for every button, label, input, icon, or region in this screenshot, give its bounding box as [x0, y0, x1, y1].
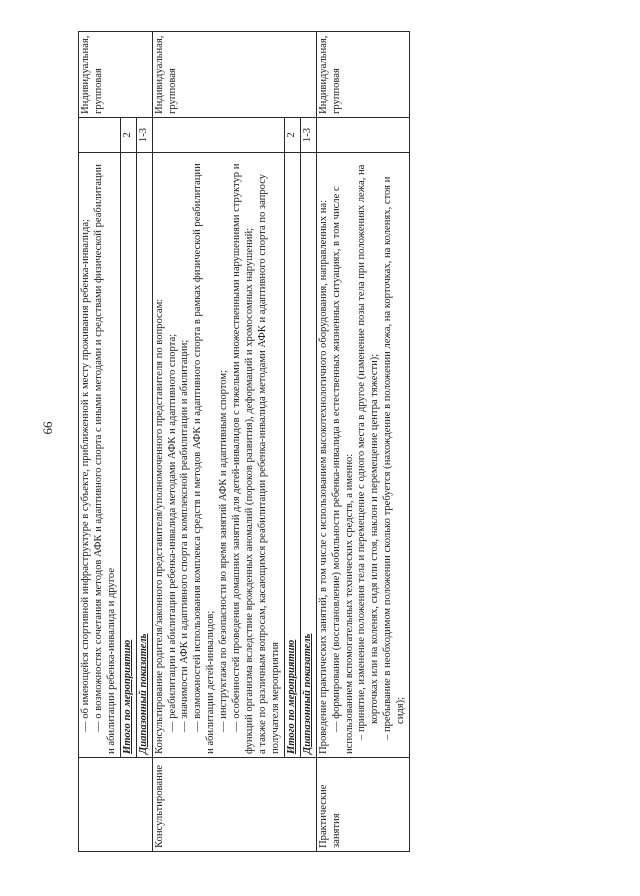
range-label: Диапазонный показатель	[136, 153, 152, 758]
row-label	[79, 758, 153, 852]
row-form: Индивидуальная, групповая	[152, 32, 316, 118]
list-item: — реабилитации и абилитации ребенка-инвалида методами АФК и адаптивного спорта;	[166, 333, 178, 732]
list-item: — инструктажа по безопасности во время занятий АФК и адаптивным спортом;	[218, 369, 230, 732]
list-item: — возможностей использования комплекса средств и методов АФК и адаптивного спорта в рамках физической реабилитации и абилитации детей-инвалидов;	[192, 163, 217, 754]
list-item: — об имеющейся спортивной инфраструктуре в субъекте, приближенной к месту проживания ребенка-инвалида;	[80, 219, 91, 732]
list-item: а также по различным вопросам, касающимся реабилитации ребенка-инвалида методами АФК и адаптивного спорта по запросу получателя мероприятия	[256, 173, 281, 754]
table-row	[284, 32, 300, 852]
table-row	[136, 32, 152, 852]
list-item: — особенностей проведения домашних занятий для детей-инвалидов с тяжелыми множественными нарушениями структур и функций организма вследствие врожденных аномалий (пороков развития), деформаций и хромосомных нарушений;	[231, 163, 256, 754]
itogo-value: 2	[284, 118, 300, 153]
table-row	[79, 32, 121, 852]
table-row	[120, 32, 136, 852]
list-item: — формирование (восстановление) мобильности ребенка-инвалида в естественных жизненных ситуациях, в том числе с использованием вспомогательных технических средств, а именно:	[330, 186, 355, 754]
table-row	[152, 32, 284, 852]
row-label: Практические занятия	[316, 758, 409, 852]
row-value	[152, 118, 284, 153]
row-value	[79, 118, 121, 153]
list-item: – принятие, изменение положения тела и перемещение с одного места в другое (изменение позы тела при положениях лежа, на корточках или на коленях, сидя или стоя, наклон и перемещение центра тяжести);	[356, 164, 381, 740]
itogo-label: Итого по мероприятию	[120, 153, 136, 758]
row-value	[316, 118, 409, 153]
list-item: – пребывание в необходимом положении сколько требуется (нахождение в положении лежа, на корточках, на коленях, стоя и сидя);	[382, 176, 407, 740]
range-value: 1-3	[136, 118, 152, 153]
range-label: Диапазонный показатель	[300, 153, 316, 758]
row-form: Индивидуальная, групповая	[316, 32, 409, 118]
rehab-table	[78, 31, 410, 852]
itogo-label: Итого по мероприятию	[284, 153, 300, 758]
row-content	[316, 153, 409, 758]
row-label: Консультирование	[152, 758, 316, 852]
row-content	[79, 153, 121, 758]
list-item: — о возможностях сочетания методов АФК и адаптивного спорта с иными методами и средствами физической реабилитации и абилитации ребенка-инвалида и другое	[92, 164, 117, 754]
list-item: — значимости АФК и адаптивного спорта в комплексной реабилитации и абилитации;	[179, 339, 191, 732]
list-item: Консультирование родителя/законного представителя/уполномоченного представителя по вопросам:	[153, 298, 165, 754]
table-row	[316, 32, 409, 852]
rotated-page	[78, 32, 592, 852]
range-value: 1-3	[300, 118, 316, 153]
itogo-value: 2	[120, 118, 136, 153]
row-content	[152, 153, 284, 758]
page-number: 66	[40, 421, 55, 435]
table-row	[300, 32, 316, 852]
row-form: Индивидуальная, групповая	[79, 32, 153, 118]
list-item: Проведение практических занятий, в том числе с использованием высокотехнологичного оборудования, направленных на:	[317, 199, 329, 754]
